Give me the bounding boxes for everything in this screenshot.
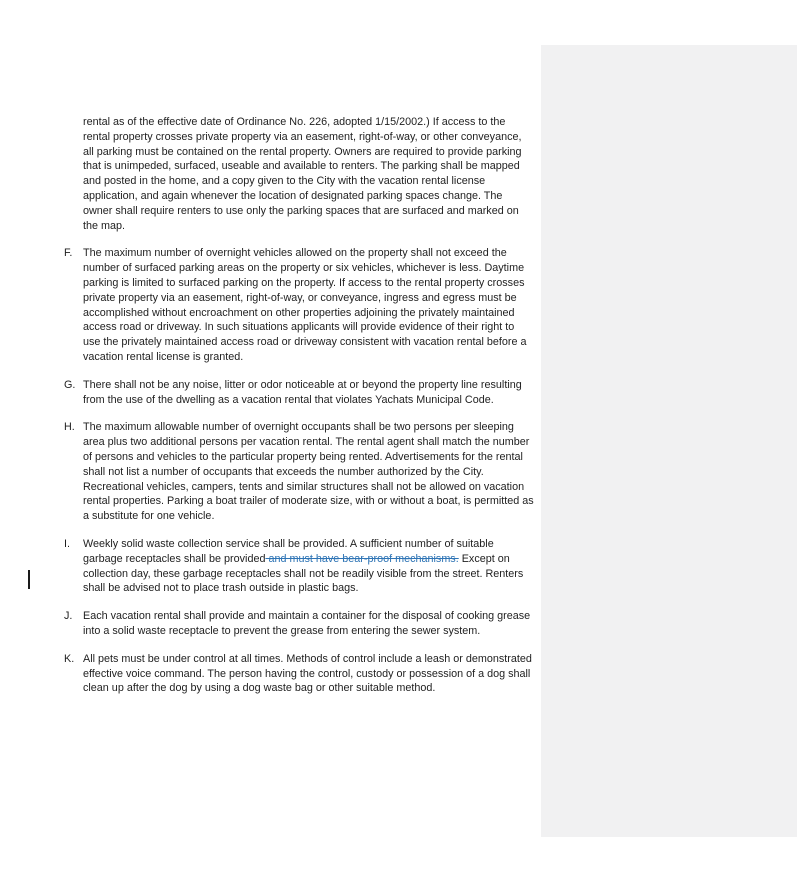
list-item-i <box>64 537 534 596</box>
list-letter-i: I. <box>64 537 70 550</box>
list-letter-f: F. <box>64 247 73 260</box>
list-text-f: The maximum number of overnight vehicles allowed on the property shall not exceed the number of surfaced parking areas on the property or six vehicles, whichever is less. Daytime parking is limited to surfaced parking on the property. If access to the rental property crosses private property via an easement, right-of-way, or conveyance, ingress and egress must be accomplished without encroachment on other properties adjoining the privately maintained access road or driveway. In such situations applicants will provide evidence of their right to use the privately maintained access road or driveway consistent with vacation rental before a vacation rental license is granted. <box>83 247 527 363</box>
list-letter-g: G. <box>64 378 76 391</box>
list-letter-k: K. <box>64 652 75 665</box>
list-item-h <box>64 420 534 524</box>
list-text-i-after: Except on collection day, these garbage receptacles shall not be readily visible from the street. Renters shall be advised not to place trash outside in plastic bags. <box>83 552 524 595</box>
document-body <box>64 115 534 709</box>
markup-pane <box>541 45 797 837</box>
paragraph-intro <box>64 115 534 233</box>
list-text-g: There shall not be any noise, litter or odor noticeable at or beyond the property line resulting from the use of the dwelling as a vacation rental that violates Yachats Municipal Code. <box>83 378 522 406</box>
list-letter-j: J. <box>64 610 73 623</box>
list-text-h: The maximum allowable number of overnight occupants shall be two persons per sleeping area plus two additional persons per vacation rental. The rental agent shall match the number of persons and vehicles to the particular property being rented. Advertisements for the rental shall not list a number of occupants that exceeds the number authorized by the City. Recreational vehicles, campers, tents and similar structures shall not be allowed on vacation rental properties. Parking a boat trailer of moderate size, with or without a boat, is permitted as a substitute for one vehicle. <box>83 421 534 523</box>
list-text-i-before: Weekly solid waste collection service shall be provided. A sufficient number of suitable garbage receptacles shall be provided <box>83 537 494 565</box>
paragraph-intro-text: rental as of the effective date of Ordinance No. 226, adopted 1/15/2002.) If access to the rental property crosses private property via an easement, right-of-way, or other conveyance, all parking must be contained on the rental property. Owners are required to provide parking that is unimpeded, surfaced, useable and available to renters. The parking shall be mapped and posted in the home, and a copy given to the City with the vacation rental license application, and again whenever the location of designated parking spaces change. The owner shall require renters to use only the parking spaces that are surfaced and marked on the map. <box>83 116 522 232</box>
list-item-f <box>64 246 534 364</box>
tracked-deleted-text: and must have bear-proof mechanisms. <box>265 552 459 565</box>
list-text-k: All pets must be under control at all times. Methods of control include a leash or demonstrated effective voice command. The person having the control, custody or possession of a dog shall clean up after the dog by using a dog waste bag or other suitable method. <box>83 652 532 695</box>
list-letter-h: H. <box>64 421 75 434</box>
list-item-k <box>64 652 534 696</box>
list-item-j <box>64 609 534 639</box>
list-item-g <box>64 378 534 408</box>
list-text-j: Each vacation rental shall provide and maintain a container for the disposal of cooking grease into a solid waste receptacle to prevent the grease from entering the sewer system. <box>83 610 531 637</box>
tracked-change-bar <box>28 570 30 589</box>
